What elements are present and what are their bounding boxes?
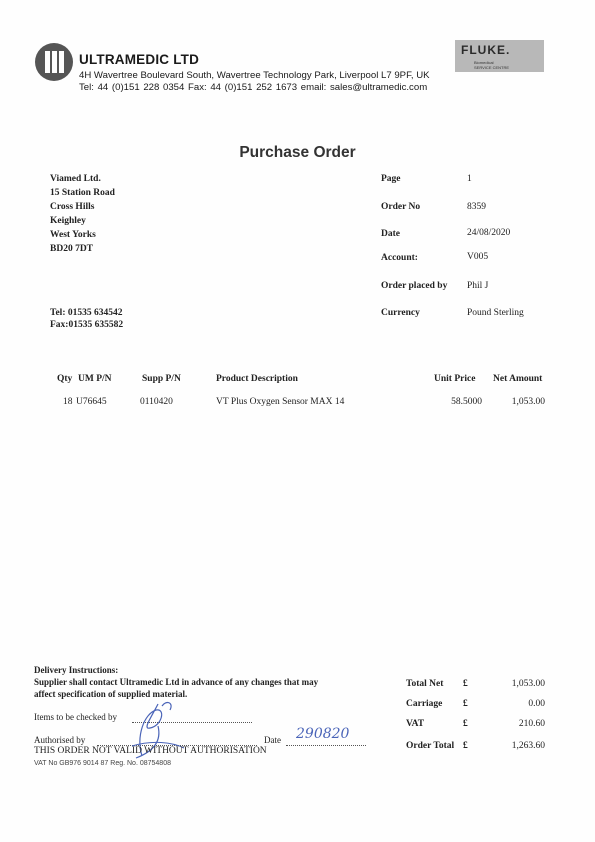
order-total-label: Order Total	[406, 741, 455, 751]
company-name: ULTRAMEDIC LTD	[79, 52, 200, 67]
currency-value: Pound Sterling	[467, 308, 524, 318]
row-net-amount: 1,053.00	[511, 397, 545, 407]
supplier-address-line: Cross Hills	[50, 202, 95, 212]
row-um-pn: U76645	[76, 397, 107, 407]
supplier-address-line: West Yorks	[50, 230, 96, 240]
supplier-tel: Tel: 01535 634542	[50, 308, 123, 318]
delivery-line: Supplier shall contact Ultramedic Ltd in advance of any changes that may	[34, 677, 319, 687]
supplier-address-line: Viamed Ltd.	[50, 174, 101, 184]
row-description: VT Plus Oxygen Sensor MAX 14	[216, 397, 345, 407]
vat-value: 210.60	[518, 719, 545, 729]
supplier-address-line: BD20 7DT	[50, 244, 94, 254]
vat-currency: £	[463, 719, 468, 729]
order-total-currency: £	[463, 741, 468, 751]
company-address: 4H Wavertree Boulevard South, Wavertree Technology Park, Liverpool L7 9PF, UK	[79, 70, 430, 81]
company-contact: Tel: 44 (0)151 228 0354 Fax: 44 (0)151 252 1673 email: sales@ultramedic.com	[79, 82, 428, 93]
carriage-value: 0.00	[528, 699, 545, 709]
column-header-description: Product Description	[216, 374, 298, 384]
auth-date-line	[286, 745, 366, 746]
handwritten-date: 290820	[296, 726, 350, 742]
carriage-label: Carriage	[406, 699, 443, 709]
document-title: Purchase Order	[239, 144, 356, 161]
fluke-logo-subline: SERVICE CENTRE	[474, 65, 510, 70]
currency-label: Currency	[381, 308, 420, 318]
placed-by-value: Phil J	[467, 281, 489, 291]
date-value: 24/08/2020	[467, 228, 511, 238]
account-value: V005	[467, 252, 489, 262]
order-no-value: 8359	[467, 202, 486, 212]
total-net-currency: £	[463, 679, 468, 689]
delivery-line: affect specification of supplied material.	[34, 689, 188, 699]
auth-date-label: Date	[264, 735, 281, 745]
row-qty: 18	[63, 397, 73, 407]
page-value: 1	[467, 174, 472, 184]
delivery-heading: Delivery Instructions:	[34, 665, 119, 675]
column-header-unit-price: Unit Price	[434, 374, 476, 384]
column-header-net-amount: Net Amount	[493, 374, 543, 384]
carriage-currency: £	[463, 699, 468, 709]
total-net-value: 1,053.00	[511, 679, 545, 689]
row-unit-price: 58.5000	[451, 397, 482, 407]
page-label: Page	[381, 174, 401, 184]
date-label: Date	[381, 229, 400, 239]
supplier-address-line: 15 Station Road	[50, 188, 115, 198]
order-no-label: Order No	[381, 202, 421, 212]
total-net-label: Total Net	[406, 679, 444, 689]
vat-label: VAT	[406, 719, 425, 729]
column-header-um-pn: UM P/N	[78, 374, 112, 384]
supplier-fax: Fax:01535 635582	[50, 320, 124, 330]
fluke-logo-text: FLUKE.	[461, 43, 511, 57]
fluke-logo-subline: Biomedical	[474, 60, 494, 65]
column-header-qty: Qty	[57, 374, 73, 384]
ultramedic-logo-icon	[34, 42, 74, 82]
order-total-value: 1,263.60	[511, 741, 545, 751]
placed-by-label: Order placed by	[381, 281, 448, 291]
validity-notice: THIS ORDER NOT VALID WITHOUT AUTHORISATION	[34, 746, 267, 756]
registration-numbers: VAT No GB976 9014 87 Reg. No. 08754808	[34, 760, 171, 767]
account-label: Account:	[381, 253, 418, 263]
row-supp-pn: 0110420	[140, 397, 173, 407]
items-checked-label: Items to be checked by	[34, 712, 117, 722]
authorised-by-label: Authorised by	[34, 735, 86, 745]
column-header-supp-pn: Supp P/N	[142, 374, 181, 384]
supplier-address-line: Keighley	[50, 216, 86, 226]
